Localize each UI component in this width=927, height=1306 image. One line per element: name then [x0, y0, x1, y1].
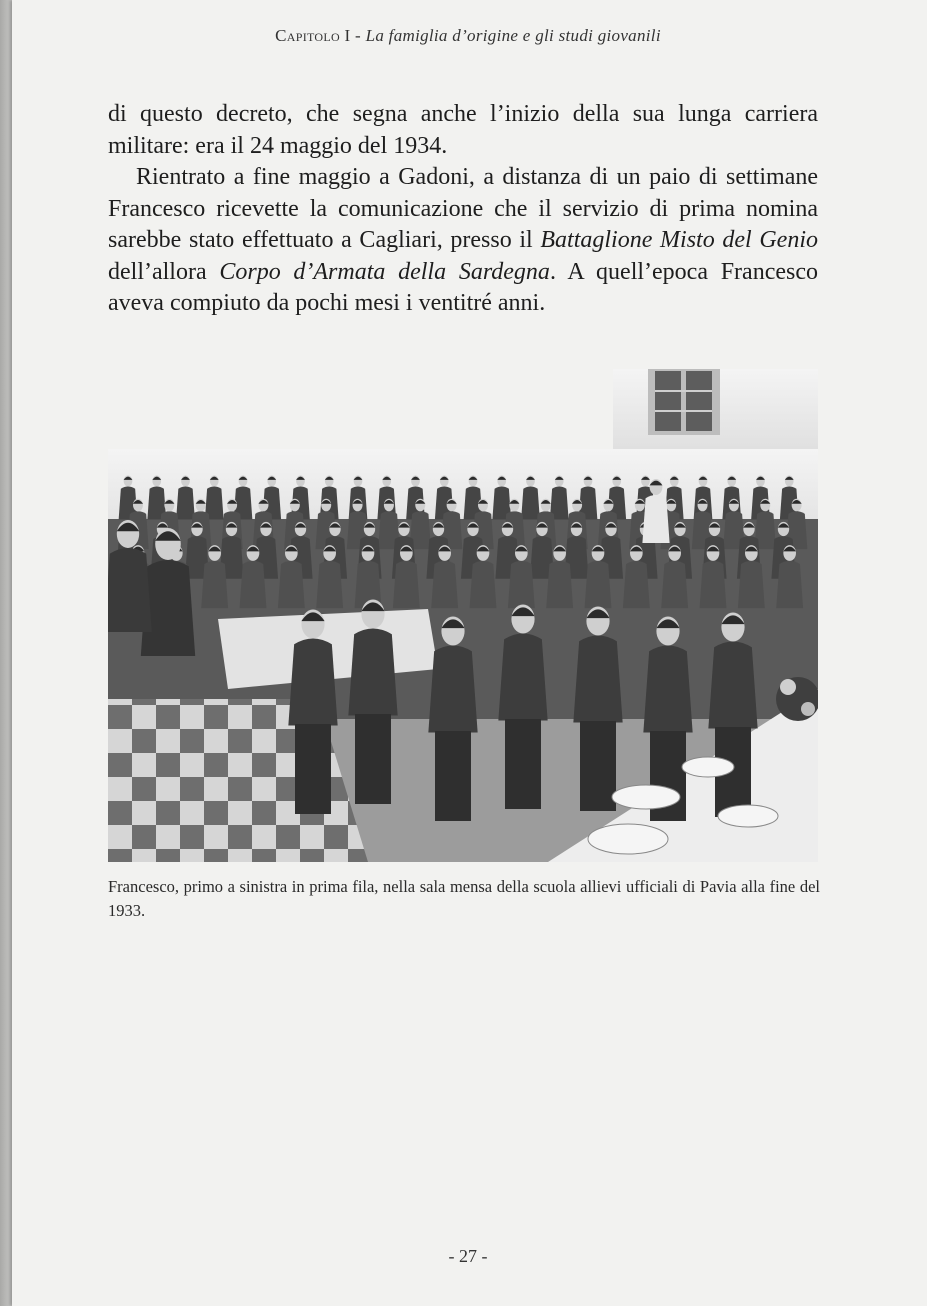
book-spine-shadow [0, 0, 12, 1306]
running-head-separator: - [350, 26, 366, 45]
paragraph-2 [108, 162, 818, 320]
photo-illustration [108, 369, 818, 862]
paragraph-1: di questo decreto, che segna anche l’inizio della sua lunga carriera militare: era il 24 maggio del 1934. [108, 101, 818, 159]
mess-hall-photograph [108, 369, 818, 862]
running-head-title: La famiglia d’origine e gli studi giovanili [365, 26, 661, 45]
paragraph-2-text-a: Rientrato a fine maggio a Gadoni, a distanza di un paio di settimane Francesco ricevette la comunicazione che il servizio di prima nomina sarebbe stato effettuato a Cagliari, presso il [108, 164, 818, 253]
photo-caption: Francesco, primo a sinistra in prima fila, nella sala mensa della scuola allievi ufficiali di Pavia alla fine del 1933. [108, 877, 820, 920]
battaglione-name: Battaglione Misto del Genio [540, 227, 819, 253]
body-text [108, 99, 818, 320]
corpo-armata-name: Corpo d’Armata della Sardegna [219, 258, 550, 285]
paragraph-2-text-c: dell’allora [108, 258, 220, 285]
page-number: - 27 - [448, 1246, 488, 1266]
running-head-chapter: Capitolo I [275, 26, 351, 45]
paragraph-2-text-e: . A quell’epoca Francesco aveva compiuto da pochi mesi i ventitré anni. [108, 258, 818, 316]
running-head [108, 26, 828, 46]
